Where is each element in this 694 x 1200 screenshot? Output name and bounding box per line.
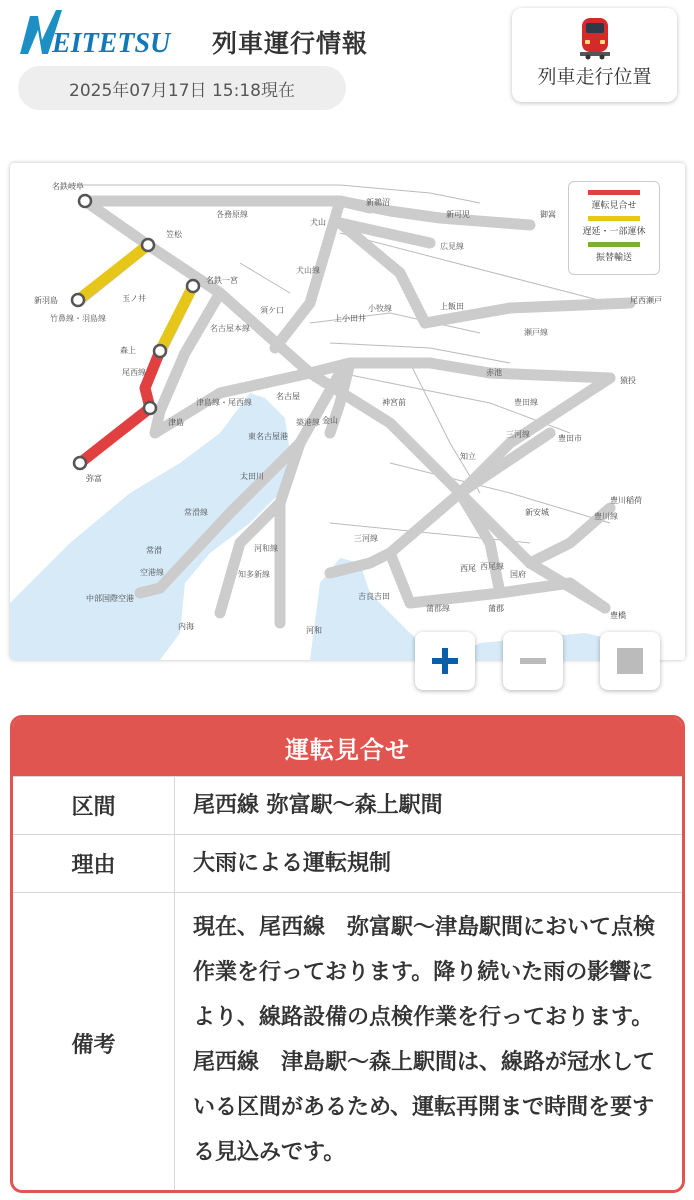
- header: [0, 0, 694, 120]
- status-heading: 運転見合せ: [13, 718, 682, 776]
- status-value: 尾西線 弥富駅〜森上駅間: [193, 793, 443, 818]
- reset-view-button[interactable]: [600, 632, 660, 690]
- station-label: 吉良吉田: [358, 592, 390, 601]
- train-position-label: 列車走行位置: [537, 66, 652, 88]
- line-label: 空港線: [140, 568, 164, 577]
- line-label: 津島線・尾西線: [196, 398, 252, 407]
- legend-item: [575, 242, 653, 263]
- station-label: 笠松: [166, 230, 182, 239]
- station-label: 新可児: [446, 210, 470, 219]
- line-label: 瀬戸線: [524, 328, 548, 337]
- status-row-reason: [13, 834, 682, 892]
- status-key: 備考: [13, 893, 175, 1193]
- status-row-section: [13, 776, 682, 834]
- line-label: 広見線: [440, 242, 464, 251]
- page-title: 列車運行情報: [212, 29, 369, 58]
- station-label: 上小田井: [334, 314, 366, 323]
- station-label: 名古屋: [276, 392, 300, 401]
- route-map[interactable]: [10, 163, 685, 660]
- station-label: 新安城: [525, 508, 549, 517]
- legend-label: 遅延・一部運休: [582, 227, 646, 237]
- timestamp: 2025年07月17日 15:18現在: [18, 66, 346, 110]
- station-label: 豊田市: [558, 434, 582, 443]
- zoom-out-button[interactable]: [503, 632, 563, 690]
- status-value: 現在、尾西線 弥富駅〜津島駅間において点検作業を行っております。降り続いた雨の影響により、線路設備の点検作業を行っております。尾西線 津島駅〜森上駅間は、線路が冠水している区間があるため、運転再開まで時間を要する見込みです。: [193, 915, 656, 1165]
- station-label: 赤池: [486, 368, 502, 377]
- station-label: 太田川: [240, 472, 264, 481]
- station-label: 尾西瀬戸: [630, 296, 662, 305]
- line-label: 小牧線: [368, 304, 392, 313]
- station-label: 常滑: [146, 546, 162, 555]
- train-position-button[interactable]: [512, 8, 677, 102]
- station-label: 蒲郡: [488, 604, 504, 613]
- line-label: 豊川線: [594, 512, 618, 521]
- minus-icon: [518, 646, 548, 676]
- station-label: 名鉄岐阜: [52, 182, 84, 191]
- station-label: 新羽島: [34, 296, 58, 305]
- legend-swatch-delay: [588, 216, 640, 221]
- line-label: 常滑線: [184, 508, 208, 517]
- meitetsu-logo: [18, 6, 198, 58]
- station-label: 東名古屋港: [248, 432, 288, 441]
- line-label: 三河線: [506, 430, 530, 439]
- station-label: 豊橋: [610, 611, 626, 620]
- legend-label: 運転見合せ: [591, 201, 637, 211]
- line-label: 知多新線: [238, 570, 270, 579]
- station-label: 名鉄一宮: [206, 276, 238, 285]
- station-label: 須ケ口: [260, 306, 284, 315]
- status-key: 区間: [13, 777, 175, 834]
- line-label: 西尾線: [480, 562, 504, 571]
- line-label: 豊田線: [514, 398, 538, 407]
- legend-swatch-transfer: [588, 242, 640, 247]
- line-label: 河和線: [254, 544, 278, 553]
- train-icon: [578, 16, 612, 60]
- station-label: 知立: [460, 452, 476, 461]
- station-label: 内海: [178, 622, 194, 631]
- zoom-in-button[interactable]: [415, 632, 475, 690]
- plus-icon: [430, 646, 460, 676]
- square-icon: [615, 646, 645, 676]
- legend-item: [575, 216, 653, 237]
- status-row-remarks: [13, 892, 682, 1193]
- station-label: 猿投: [620, 376, 636, 385]
- legend-item: [575, 190, 653, 211]
- station-label: 金山: [322, 416, 338, 425]
- status-panel: [10, 715, 685, 1193]
- station-label: 御嵩: [540, 210, 556, 219]
- status-value: 大雨による運転規制: [193, 851, 392, 876]
- station-label: 神宮前: [382, 398, 406, 407]
- station-label: 森上: [120, 346, 136, 355]
- line-label: 尾西線: [122, 368, 146, 377]
- line-label: 三河線: [354, 534, 378, 543]
- station-label: 豊川稲荷: [610, 496, 642, 505]
- station-label: 玉ノ井: [122, 294, 146, 303]
- station-label: 河和: [306, 626, 322, 635]
- station-label: 犬山: [310, 218, 326, 227]
- status-key: 理由: [13, 835, 175, 892]
- svg-text:EITETSU: EITETSU: [52, 28, 171, 58]
- line-label: 各務原線: [216, 210, 248, 219]
- station-label: 上飯田: [440, 302, 464, 311]
- legend-swatch-suspended: [588, 190, 640, 195]
- line-label: 犬山線: [296, 266, 320, 275]
- line-label: 竹鼻線・羽島線: [50, 314, 106, 323]
- station-label: 西尾: [460, 564, 476, 573]
- line-label: 名古屋本線: [210, 324, 250, 333]
- legend-label: 振替輸送: [595, 253, 632, 263]
- station-label: 中部国際空港: [86, 594, 134, 603]
- map-legend: [568, 181, 660, 275]
- station-label: 国府: [510, 570, 526, 579]
- line-label: 築港線: [296, 418, 320, 427]
- station-label: 弥富: [86, 474, 102, 483]
- station-label: 新鵜沼: [366, 198, 390, 207]
- station-label: 津島: [168, 418, 184, 427]
- line-label: 蒲郡線: [426, 604, 450, 613]
